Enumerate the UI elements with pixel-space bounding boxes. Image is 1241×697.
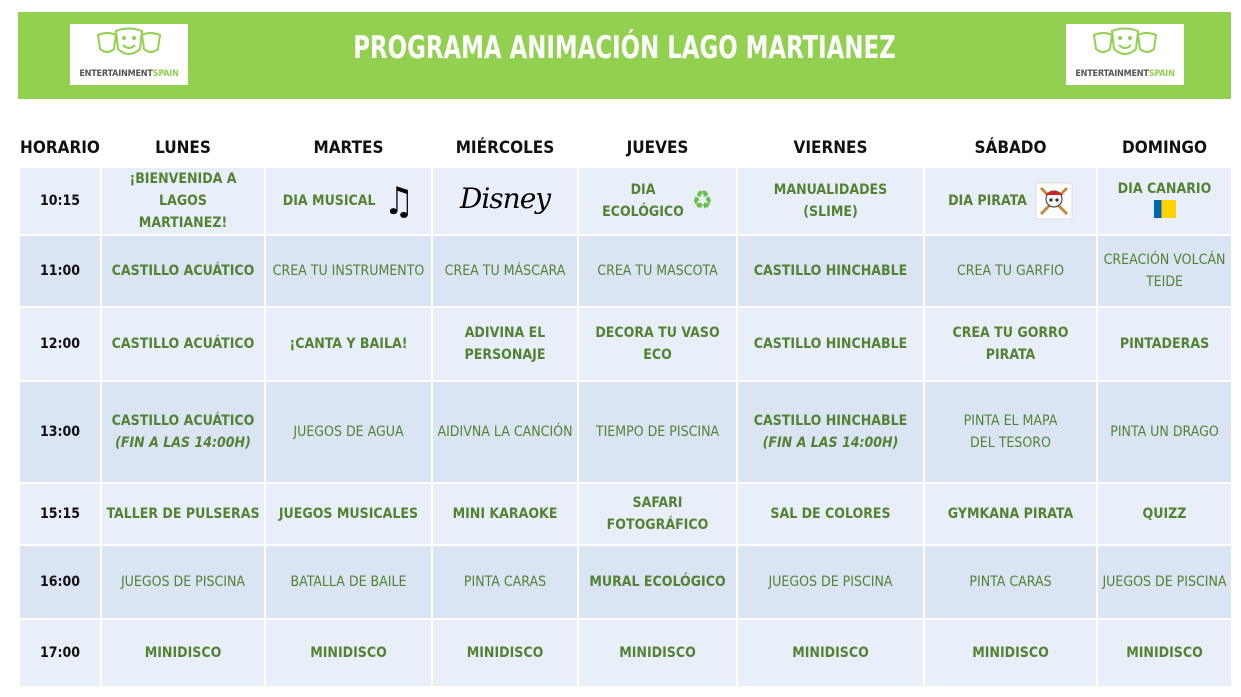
time-cell: 13:00	[19, 381, 101, 483]
activity-cell: PINTA CARAS	[432, 545, 578, 619]
activity-cell: SAFARI FOTOGRÁFICO	[578, 483, 737, 545]
activity-cell: MINIDISCO	[924, 619, 1097, 687]
activity-cell: DECORA TU VASO ECO	[578, 307, 737, 381]
activity-cell: CASTILLO ACUÁTICO	[101, 307, 265, 381]
activity-cell: BATALLA DE BAILE	[265, 545, 432, 619]
activity-cell: MINIDISCO	[101, 619, 265, 687]
time-cell: 17:00	[19, 619, 101, 687]
activity-cell: CREA TU INSTRUMENTO	[265, 235, 432, 307]
activity-cell: MINIDISCO	[1097, 619, 1232, 687]
header-miercoles: MIÉRCOLES	[432, 129, 578, 167]
activity-cell: JUEGOS MUSICALES	[265, 483, 432, 545]
activity-cell: PINTA UN DRAGO	[1097, 381, 1232, 483]
activity-cell: ¡BIENVENIDA A LAGOS MARTIANEZ!	[101, 167, 265, 235]
activity-cell: MINIDISCO	[265, 619, 432, 687]
header-domingo: DOMINGO	[1097, 129, 1232, 167]
header-sabado: SÁBADO	[924, 129, 1097, 167]
page-title: PROGRAMA ANIMACIÓN LAGO MARTIANEZ	[353, 30, 896, 66]
activity-cell: PINTADERAS	[1097, 307, 1232, 381]
activity-cell: PINTA EL MAPA DEL TESORO	[924, 381, 1097, 483]
pirate-flag-icon	[1035, 182, 1073, 220]
recycle-icon: ♻	[691, 186, 713, 216]
schedule-row	[19, 483, 1232, 545]
activity-cell: JUEGOS DE AGUA	[265, 381, 432, 483]
logo-text: ENTERTAINMENTSPAIN	[1075, 69, 1175, 79]
header-row	[19, 129, 1232, 167]
activity-cell	[432, 167, 578, 235]
activity-cell: CASTILLO HINCHABLE (FIN A LAS 14:00H)	[737, 381, 924, 483]
schedule-row	[19, 235, 1232, 307]
activity-cell: MANUALIDADES (SLIME)	[737, 167, 924, 235]
activity-cell: CASTILLO HINCHABLE	[737, 235, 924, 307]
schedule-row	[19, 167, 1232, 235]
activity-cell: MINIDISCO	[432, 619, 578, 687]
title-banner	[18, 12, 1231, 99]
schedule-row	[19, 381, 1232, 483]
schedule-row	[19, 545, 1232, 619]
time-cell: 15:15	[19, 483, 101, 545]
activity-cell: DIA CANARIO	[1097, 167, 1232, 235]
activity-cell: ADIVINA EL PERSONAJE	[432, 307, 578, 381]
entertainment-spain-logo	[1066, 24, 1184, 85]
header-lunes: LUNES	[101, 129, 265, 167]
activity-cell: PINTA CARAS	[924, 545, 1097, 619]
activity-cell: CASTILLO ACUÁTICO (FIN A LAS 14:00H)	[101, 381, 265, 483]
activity-cell: JUEGOS DE PISCINA	[1097, 545, 1232, 619]
activity-cell: CREA TU GARFIO	[924, 235, 1097, 307]
activity-cell: MINIDISCO	[737, 619, 924, 687]
disney-logo: Disney	[459, 181, 551, 215]
time-cell: 16:00	[19, 545, 101, 619]
header-jueves: JUEVES	[578, 129, 737, 167]
activity-cell: MINI KARAOKE	[432, 483, 578, 545]
activity-cell: MINIDISCO	[578, 619, 737, 687]
activity-cell: CREA TU MASCOTA	[578, 235, 737, 307]
canary-flag-icon	[1154, 200, 1176, 218]
activity-cell: DIA ECOLÓGICO ♻	[578, 167, 737, 235]
activity-cell: JUEGOS DE PISCINA	[101, 545, 265, 619]
activity-cell: CREA TU MÁSCARA	[432, 235, 578, 307]
activity-cell: AIDIVNA LA CANCIÓN	[432, 381, 578, 483]
activity-cell: JUEGOS DE PISCINA	[737, 545, 924, 619]
activity-cell: CASTILLO HINCHABLE	[737, 307, 924, 381]
time-cell: 12:00	[19, 307, 101, 381]
activity-cell: CASTILLO ACUÁTICO	[101, 235, 265, 307]
activity-cell: DIA MUSICAL ♫	[265, 167, 432, 235]
header-viernes: VIERNES	[737, 129, 924, 167]
activity-cell: QUIZZ	[1097, 483, 1232, 545]
activity-cell: TALLER DE PULSERAS	[101, 483, 265, 545]
activity-cell: TIEMPO DE PISCINA	[578, 381, 737, 483]
schedule-table	[18, 128, 1233, 688]
activity-cell: DIA PIRATA	[924, 167, 1097, 235]
logo-text: ENTERTAINMENTSPAIN	[79, 69, 179, 79]
header-martes: MARTES	[265, 129, 432, 167]
schedule-row	[19, 619, 1232, 687]
theatre-masks-icon	[1090, 27, 1160, 61]
time-cell: 10:15	[19, 167, 101, 235]
time-cell: 11:00	[19, 235, 101, 307]
activity-cell: CREACIÓN VOLCÁN TEIDE	[1097, 235, 1232, 307]
activity-cell: CREA TU GORRO PIRATA	[924, 307, 1097, 381]
activity-cell: ¡CANTA Y BAILA!	[265, 307, 432, 381]
schedule-row	[19, 307, 1232, 381]
activity-cell: GYMKANA PIRATA	[924, 483, 1097, 545]
header-horario: HORARIO	[19, 129, 101, 167]
music-note-icon: ♫	[383, 179, 415, 223]
activity-cell: SAL DE COLORES	[737, 483, 924, 545]
activity-cell: MURAL ECOLÓGICO	[578, 545, 737, 619]
